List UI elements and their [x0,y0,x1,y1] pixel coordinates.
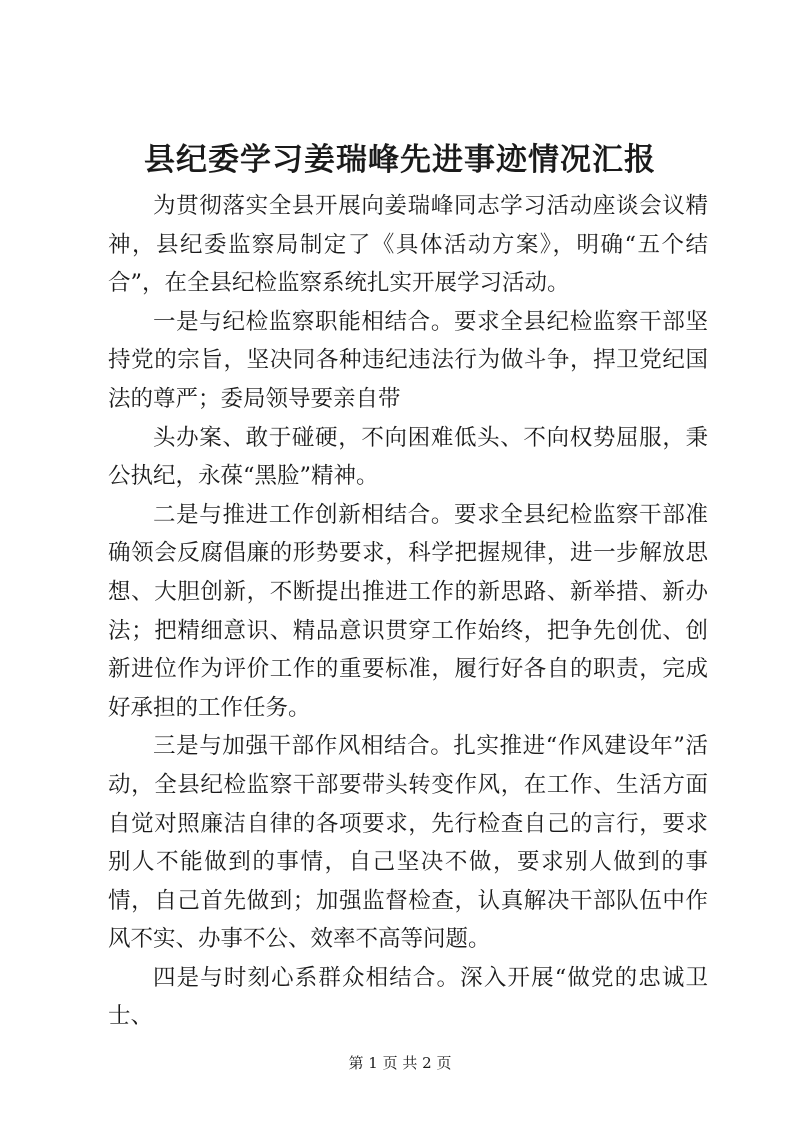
paragraph-point-four: 四是与时刻心系群众相结合。深入开展“做党的忠诚卫士、 [108,964,708,1030]
paragraph-point-two: 二是与推进工作创新相结合。要求全县纪检监察干部准确领会反腐倡廉的形势要求，科学把握规律，进一步解放思想、大胆创新，不断提出推进工作的新思路、新举措、新办法；把精细意识、精品意识贯穿工作始终，把争先创优、创新进位作为评价工作的重要标准，履行好各自的职责，完成好承担的工作任务。 [108,501,708,721]
paragraph-intro: 为贯彻落实全县开展向姜瑞峰同志学习活动座谈会议精神，县纪委监察局制定了《具体活动方案》，明确“五个结合”，在全县纪检监察系统扎实开展学习活动。 [108,193,708,297]
document-body [108,187,708,1036]
page-footer [0,1053,800,1073]
paragraph-point-one-continued: 头办案、敢于碰硬，不向困难低头、不向权势屈服，秉公执纪，永葆“黑脸”精神。 [108,424,708,490]
page-number-label: 第 1 页 共 2 页 [348,1054,452,1072]
paragraph-point-one: 一是与纪检监察职能相结合。要求全县纪检监察干部坚持党的宗旨，坚决同各种违纪违法行为做斗争，捍卫党纪国法的尊严；委局领导要亲自带 [108,308,708,412]
document-title: 县纪委学习姜瑞峰先进事迹情况汇报 [144,142,656,178]
paragraph-point-three: 三是与加强干部作风相结合。扎实推进“作风建设年”活动，全县纪检监察干部要带头转变作风，在工作、生活方面自觉对照廉洁自律的各项要求，先行检查自己的言行，要求别人不能做到的事情，自己坚决不做，要求别人做到的事情，自己首先做到；加强监督检查，认真解决干部队伍中作风不实、办事不公、效率不高等问题。 [108,733,708,953]
